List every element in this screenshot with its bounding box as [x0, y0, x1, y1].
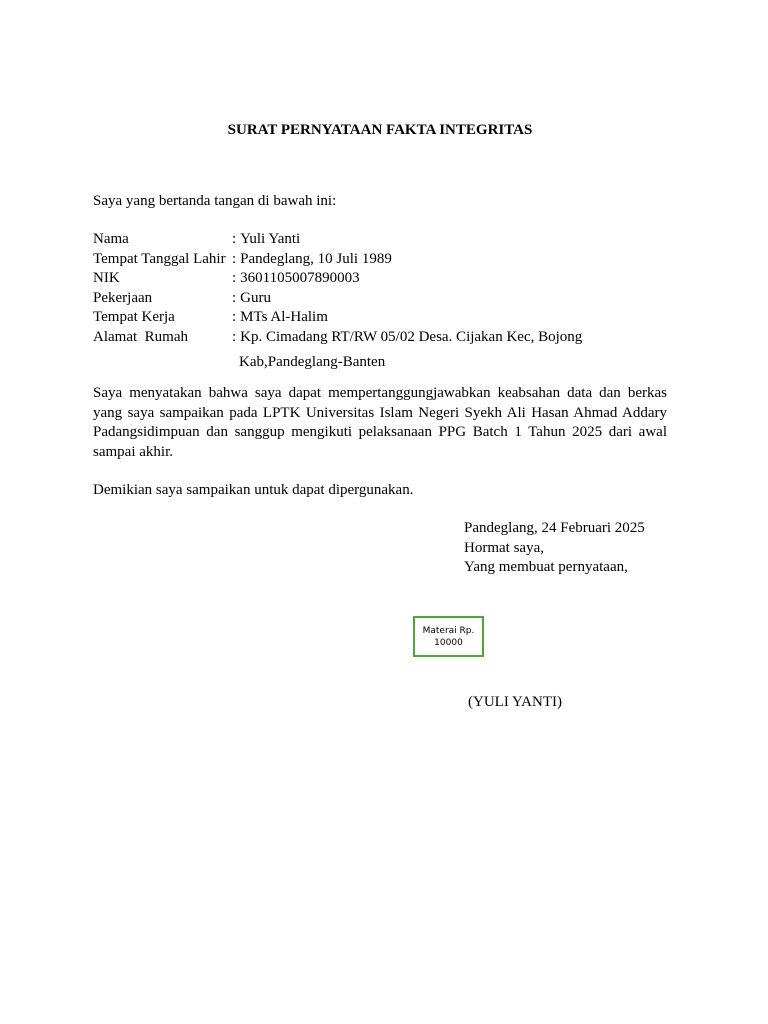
field-label: Alamat Rumah	[93, 328, 188, 345]
field-row-nik	[93, 269, 673, 289]
field-value: 3601105007890003	[240, 270, 360, 286]
signer-name: (YULI YANTI)	[468, 694, 562, 710]
field-row-occupation	[93, 289, 673, 309]
field-row-birth	[93, 250, 673, 270]
field-colon: :	[232, 328, 237, 345]
field-colon: :	[232, 289, 237, 306]
stamp-amount: 10000	[434, 637, 463, 648]
field-colon: :	[232, 250, 237, 267]
stamp-duty-box	[413, 616, 484, 657]
field-colon: :	[232, 231, 237, 247]
field-colon: :	[232, 309, 237, 325]
field-label: Pekerjaan	[93, 289, 153, 306]
field-label: Tempat Kerja	[93, 309, 175, 325]
field-label: Tempat Tanggal Lahir	[93, 250, 226, 267]
field-value: Pandeglang, 10 Juli 1989	[240, 250, 392, 267]
place-date: Pandeglang, 24 Februari 2025	[464, 520, 645, 536]
field-value: Guru	[240, 289, 271, 306]
field-label: NIK	[93, 270, 120, 286]
field-value: MTs Al-Halim	[240, 309, 328, 325]
signature-block	[464, 519, 645, 578]
maker-text: Yang membuat pernyataan,	[464, 559, 628, 575]
regards-text: Hormat saya,	[464, 539, 544, 556]
field-value: Yuli Yanti	[240, 231, 301, 247]
field-row-workplace	[93, 308, 673, 328]
stamp-label: Materai Rp.	[422, 625, 475, 636]
field-label: Nama	[93, 231, 129, 247]
address-continuation: Kab,Pandeglang-Banten	[239, 354, 386, 370]
intro-text: Saya yang bertanda tangan di bawah ini:	[93, 193, 337, 209]
field-row-address	[93, 328, 673, 348]
field-row-nama	[93, 230, 673, 250]
field-value: Kp. Cimadang RT/RW 05/02 Desa. Cijakan Kec, Bojong	[240, 328, 583, 345]
document-title: SURAT PERNYATAAN FAKTA INTEGRITAS	[227, 122, 533, 138]
closing-text: Demikian saya sampaikan untuk dapat dipergunakan.	[93, 482, 414, 498]
statement-paragraph: Saya menyatakan bahwa saya dapat mempertanggungjawabkan keabsahan data dan berkas yang saya sampaikan pada LPTK Universitas Islam Negeri Syekh Ali Hasan Ahmad Addary Padangsidimpuan dan sanggup mengikuti pelaksanaan PPG Batch 1 Tahun 2025 dari awal sampai akhir.	[93, 385, 667, 460]
field-colon: :	[232, 270, 237, 286]
identity-fields	[93, 230, 673, 347]
